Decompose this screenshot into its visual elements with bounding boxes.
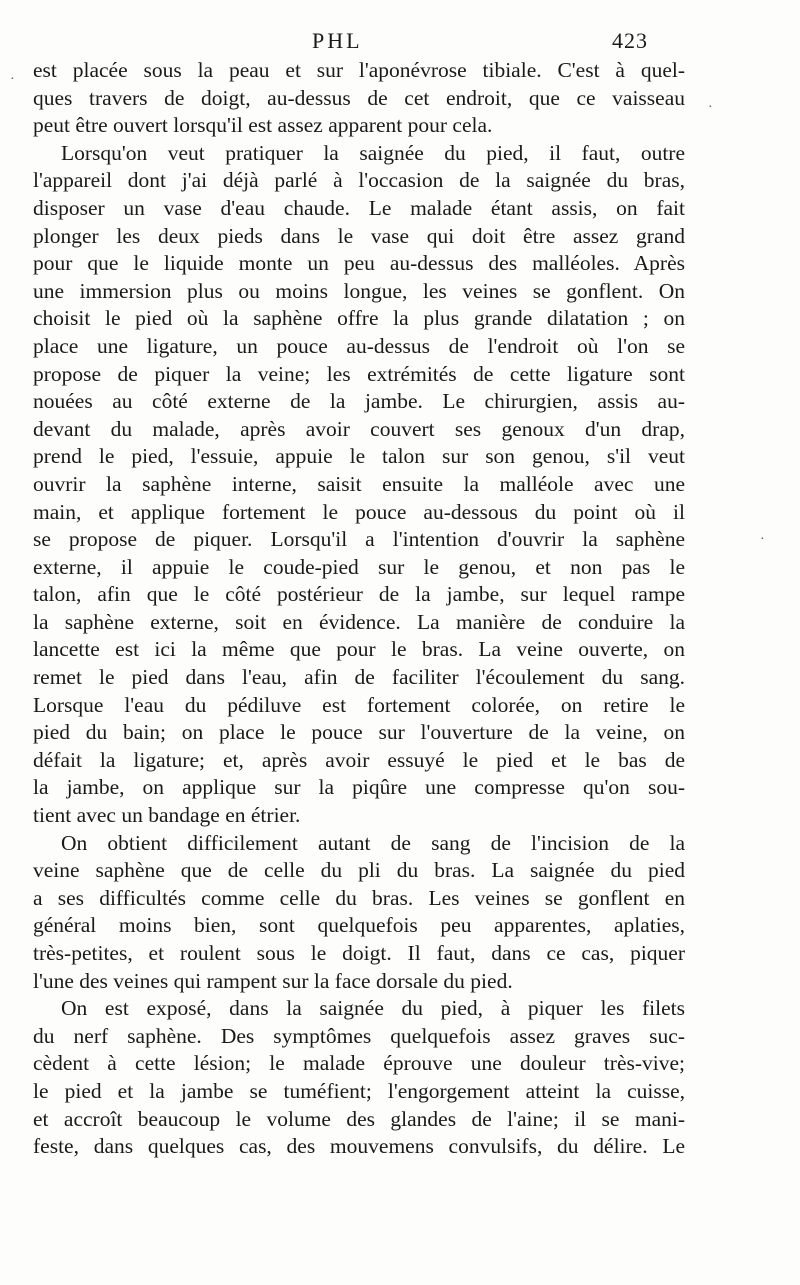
text-line: choisit le pied où la saphène offre la plus grande dilatation ; on [33, 306, 685, 331]
text-line: a ses difficultés comme celle du bras. Les veines se gonflent en [33, 885, 685, 910]
text-line: Lorsque l'eau du pédiluve est fortement colorée, on retire le [33, 692, 685, 717]
margin-speck: · [760, 532, 765, 547]
text-line: et accroît beaucoup le volume des glandes de l'aine; il se mani- [33, 1106, 685, 1131]
text-line: cèdent à cette lésion; le malade éprouve une douleur très-vive; [33, 1051, 685, 1076]
text-line: défait la ligature; et, après avoir essuyé le pied et le bas de [33, 747, 685, 772]
text-line: se propose de piquer. Lorsqu'il a l'intention d'ouvrir la saphène [33, 527, 685, 552]
text-line: veine saphène que de celle du pli du bras. La saignée du pied [33, 858, 685, 883]
text-line: l'une des veines qui rampent sur la face dorsale du pied. [33, 968, 513, 993]
text-line: lancette est ici la même que pour le bras. La veine ouverte, on [33, 637, 685, 662]
text-line: Lorsqu'on veut pratiquer la saignée du pied, il faut, outre [61, 140, 685, 165]
text-line: propose de piquer la veine; les extrémités de cette ligature sont [33, 361, 685, 386]
margin-speck: · [708, 100, 713, 115]
text-line: l'appareil dont j'ai déjà parlé à l'occasion de la saignée du bras, [33, 168, 685, 193]
text-line: On obtient difficilement autant de sang de l'incision de la [61, 830, 685, 855]
text-line: est placée sous la peau et sur l'aponévrose tibiale. C'est à quel- [33, 58, 685, 82]
body-text [33, 57, 685, 1161]
text-line: On est exposé, dans la saignée du pied, à piquer les filets [61, 996, 685, 1021]
margin-speck: · [10, 72, 15, 87]
running-head: PHL [312, 28, 363, 53]
text-line: talon, afin que le côté postérieur de la jambe, sur lequel rampe [33, 582, 685, 607]
text-line: pied du bain; on place le pouce sur l'ouverture de la veine, on [33, 720, 685, 745]
text-line: la jambe, on applique sur la piqûre une compresse qu'on sou- [33, 775, 685, 800]
text-line: externe, il appuie le coude-pied sur le genou, et non pas le [33, 554, 685, 579]
text-line: feste, dans quelques cas, des mouvemens convulsifs, du délire. Le [33, 1134, 685, 1159]
text-line: général moins bien, sont quelquefois peu apparentes, aplaties, [33, 913, 685, 938]
text-line: nouées au côté externe de la jambe. Le chirurgien, assis au- [33, 389, 685, 414]
text-line: le pied et la jambe se tuméfient; l'engorgement atteint la cuisse, [33, 1078, 685, 1103]
text-line: une immersion plus ou moins longue, les veines se gonflent. On [33, 278, 685, 303]
text-line: du nerf saphène. Des symptômes quelquefois assez graves suc- [33, 1023, 685, 1048]
text-line: peut être ouvert lorsqu'il est assez apparent pour cela. [33, 113, 493, 138]
page-header [0, 28, 800, 60]
text-line: tient avec un bandage en étrier. [33, 803, 301, 828]
text-line: ouvrir la saphène interne, saisit ensuite la malléole avec une [33, 471, 685, 496]
text-line: très-petites, et roulent sous le doigt. Il faut, dans ce cas, piquer [33, 941, 685, 965]
text-line: prend le pied, l'essuie, appuie le talon sur son genou, s'il veut [33, 444, 685, 469]
text-line: pour que le liquide monte un peu au-dessus des malléoles. Après [33, 251, 685, 276]
page-number: 423 [612, 28, 648, 53]
text-line: ques travers de doigt, au-dessus de cet endroit, que ce vaisseau [33, 85, 685, 110]
text-line: main, et applique fortement le pouce au-dessous du point où il [33, 499, 685, 524]
text-line: disposer un vase d'eau chaude. Le malade étant assis, on fait [33, 195, 685, 220]
text-line: la saphène externe, soit en évidence. La manière de conduire la [33, 609, 685, 634]
text-line: place une ligature, un pouce au-dessus de l'endroit où l'on se [33, 333, 685, 358]
text-line: plonger les deux pieds dans le vase qui doit être assez grand [33, 223, 685, 248]
text-line: devant du malade, après avoir couvert ses genoux d'un drap, [33, 416, 685, 441]
text-line: remet le pied dans l'eau, afin de faciliter l'écoulement du sang. [33, 665, 685, 690]
